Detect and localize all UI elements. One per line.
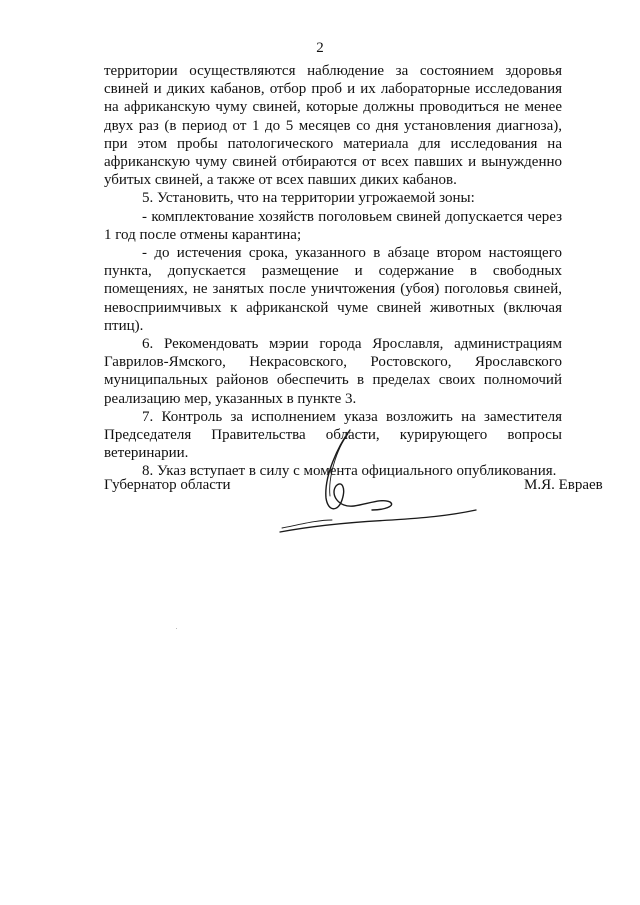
document-body (104, 62, 562, 481)
paragraph-item-5-dash-1: - комплектование хозяйств поголовьем свиней допускается через 1 год после отмены карантина; (104, 208, 562, 243)
handwritten-signature (272, 428, 482, 548)
scan-speck (176, 628, 177, 629)
paragraph-continuation: территории осуществляются наблюдение за состоянием здоровья свиней и диких кабанов, отбор проб и их лабораторные исследования на африканскую чуму свиней, которые должны проводиться не менее двух раз (в период от 1 до 5 месяцев со дня установления диагноза), при этом пробы патологического материала для исследования на африканскую чуму свиней отбираются от всех павших и вынужденно убитых свиней, а также от всех павших диких кабанов. (104, 63, 562, 189)
paragraph-item-7: 7. Контроль за исполнением указа возложить на заместителя Председателя Правительства области, курирующего вопросы ветеринарии. (104, 408, 562, 462)
paragraph-item-8: 8. Указ вступает в силу с момента официального опубликования. (142, 463, 557, 480)
paragraph-item-5-dash-2: - до истечения срока, указанного в абзаце втором настоящего пункта, допускается размещение и содержание в свободных помещениях, не занятых после уничтожения (убоя) поголовья свиней, невосприимчивых к африканской чуме свиней животных (включая птиц). (104, 245, 562, 334)
page-number: 2 (316, 40, 324, 56)
signatory-name: М.Я. Евраев (524, 477, 603, 493)
paragraph-item-6: 6. Рекомендовать мэрии города Ярославля, администрациям Гаврилов-Ямского, Некрасовского, Ростовского, Ярославского муниципальных районов обеспечить в пределах своих полномочий реализацию мер, указанных в пункте 3. (104, 336, 562, 407)
signatory-title: Губернатор области (104, 477, 231, 493)
paragraph-item-5: 5. Установить, что на территории угрожаемой зоны: (142, 190, 475, 207)
